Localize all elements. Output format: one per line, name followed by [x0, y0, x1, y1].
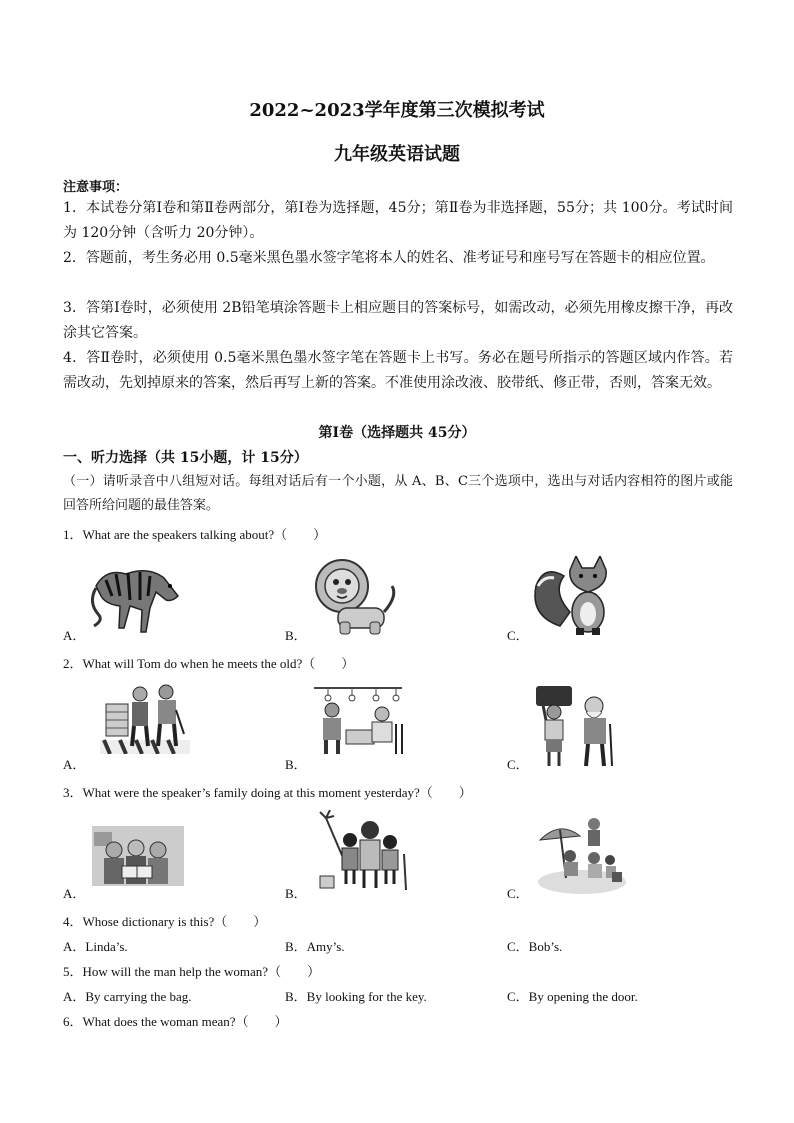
exam-subtitle: 九年级英语试题: [334, 144, 460, 165]
question-1: 1．What are the speakers talking about?（ ）: [63, 527, 327, 542]
question-4: 4．Whose dictionary is this?（ ）: [63, 914, 267, 929]
q4-option-b: B．Amy’s.: [285, 939, 345, 954]
q1-option-c: C．: [507, 628, 529, 643]
help-old-man-cross-street-picture: [100, 684, 190, 754]
exam-title: 2022~2023学年度第三次模拟考试: [249, 100, 545, 121]
part-title: 一、听力选择（共 15小题，计 15分）: [63, 450, 308, 466]
carry-bag-for-old-man-picture: [532, 684, 624, 768]
q1-option-a: A．: [63, 628, 86, 643]
q4-option-a: A．Linda’s.: [63, 939, 128, 954]
section-title: 第Ⅰ卷（选择题共 45分）: [318, 425, 476, 441]
note-item-3: 3．答第Ⅰ卷时，必须使用 2B铅笔填涂答题卡上相应题目的答案标号，如需改动，必须先用橡皮擦干净，再改涂其它答案。: [63, 300, 733, 341]
give-seat-on-bus-picture: [312, 684, 404, 754]
family-cleaning-picture: [316, 810, 412, 892]
q3-option-a: A．: [63, 886, 86, 901]
question-2: 2．What will Tom do when he meets the old?（ ）: [63, 656, 355, 671]
q4-option-c: C．Bob’s.: [507, 939, 563, 954]
q5-option-b: B．By looking for the key.: [285, 989, 427, 1004]
tiger-picture: [86, 556, 186, 636]
question-6: 6．What does the woman mean?（ ）: [63, 1014, 288, 1029]
q2-option-c: C．: [507, 757, 529, 772]
listening-instruction: （一）请听录音中八组短对话。每组对话后有一个小题，从 A、B、C三个选项中，选出与对话内容相符的图片或能回答所给问题的最佳答案。: [63, 474, 733, 513]
q5-option-c: C．By opening the door.: [507, 989, 638, 1004]
q2-option-a: A．: [63, 757, 86, 772]
fox-picture: [530, 556, 620, 636]
note-item-1: 1．本试卷分第Ⅰ卷和第Ⅱ卷两部分，第Ⅰ卷为选择题，45分；第Ⅱ卷为非选择题，55分；共 100分。考试时间为 120分钟（含听力 20分钟）。: [63, 200, 733, 241]
q1-option-b: B．: [285, 628, 307, 643]
q3-option-b: B．: [285, 886, 307, 901]
note-item-4: 4．答Ⅱ卷时，必须使用 0.5毫米黑色墨水签字笔在答题卡上书写。务必在题号所指示的答题区域内作答。若需改动，先划掉原来的答案，然后再写上新的答案。不准使用涂改液、胶带纸、修正带，否则，答案无效。: [63, 350, 733, 391]
lion-toy-picture: [310, 556, 400, 636]
notes-heading: 注意事项：: [63, 180, 129, 195]
q3-option-c: C．: [507, 886, 529, 901]
family-reading-picture: [92, 826, 184, 886]
question-5: 5．How will the man help the woman?（ ）: [63, 964, 321, 979]
note-item-2: 2．答题前，考生务必用 0.5毫米黑色墨水签字笔将本人的姓名、准考证号和座号写在答题卡的相应位置。: [63, 250, 715, 266]
question-3: 3．What were the speaker’s family doing at this moment yesterday?（ ）: [63, 785, 472, 800]
q5-option-a: A．By carrying the bag.: [63, 989, 192, 1004]
q2-option-b: B．: [285, 757, 307, 772]
family-at-beach-picture: [536, 816, 628, 894]
